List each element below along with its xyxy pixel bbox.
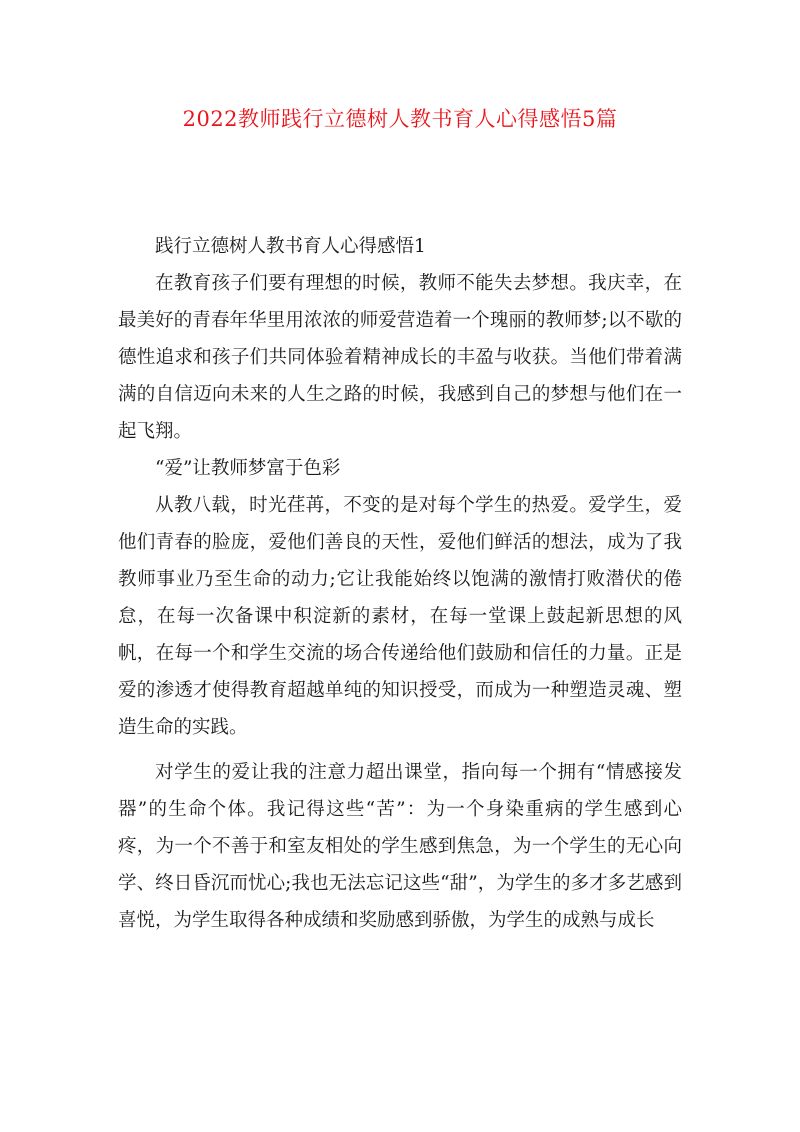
subheading: “爱”让教师梦富于色彩: [155, 458, 341, 479]
section-heading: 践行立德树人教书育人心得感悟1: [155, 236, 426, 257]
paragraph: 在教育孩子们要有理想的时候，教师不能失去梦想。我庆幸，在最美好的青春年华里用浓浓的师爱营造着一个瑰丽的教师梦;以不歇的德性追求和孩子们共同体验着精神成长的丰盈与收获。当他们带着满满的自信迈向未来的人生之路的时候，我感到自己的梦想与他们在一起飞翔。: [118, 273, 682, 442]
paragraph: 从教八载，时光荏苒，不变的是对每个学生的热爱。爱学生，爱他们青春的脸庞，爱他们善良的天性，爱他们鲜活的想法，成为了我教师事业乃至生命的动力;它让我能始终以饱满的激情打败潜伏的倦怠，在每一次备课中积淀新的素材，在每一堂课上鼓起新思想的风帆，在每一个和学生交流的场合传递给他们鼓励和信任的力量。正是爱的渗透才使得教育超越单纯的知识授受，而成为一种塑造灵魂、塑造生命的实践。: [118, 495, 682, 738]
document-title: 2022教师践行立德树人教书育人心得感悟5篇: [182, 107, 618, 131]
paragraph: 对学生的爱让我的注意力超出课堂，指向每一个拥有“情感接发器”的生命个体。我记得这些“苦”：为一个身染重病的学生感到心疼，为一个不善于和室友相处的学生感到焦急，为一个学生的无心向学、终日昏沉而忧心;我也无法忘记这些“甜”，为学生的多才多艺感到喜悦，为学生取得各种成绩和奖励感到骄傲，为学生的成熟与成长: [118, 762, 682, 931]
document-body: [118, 228, 682, 939]
